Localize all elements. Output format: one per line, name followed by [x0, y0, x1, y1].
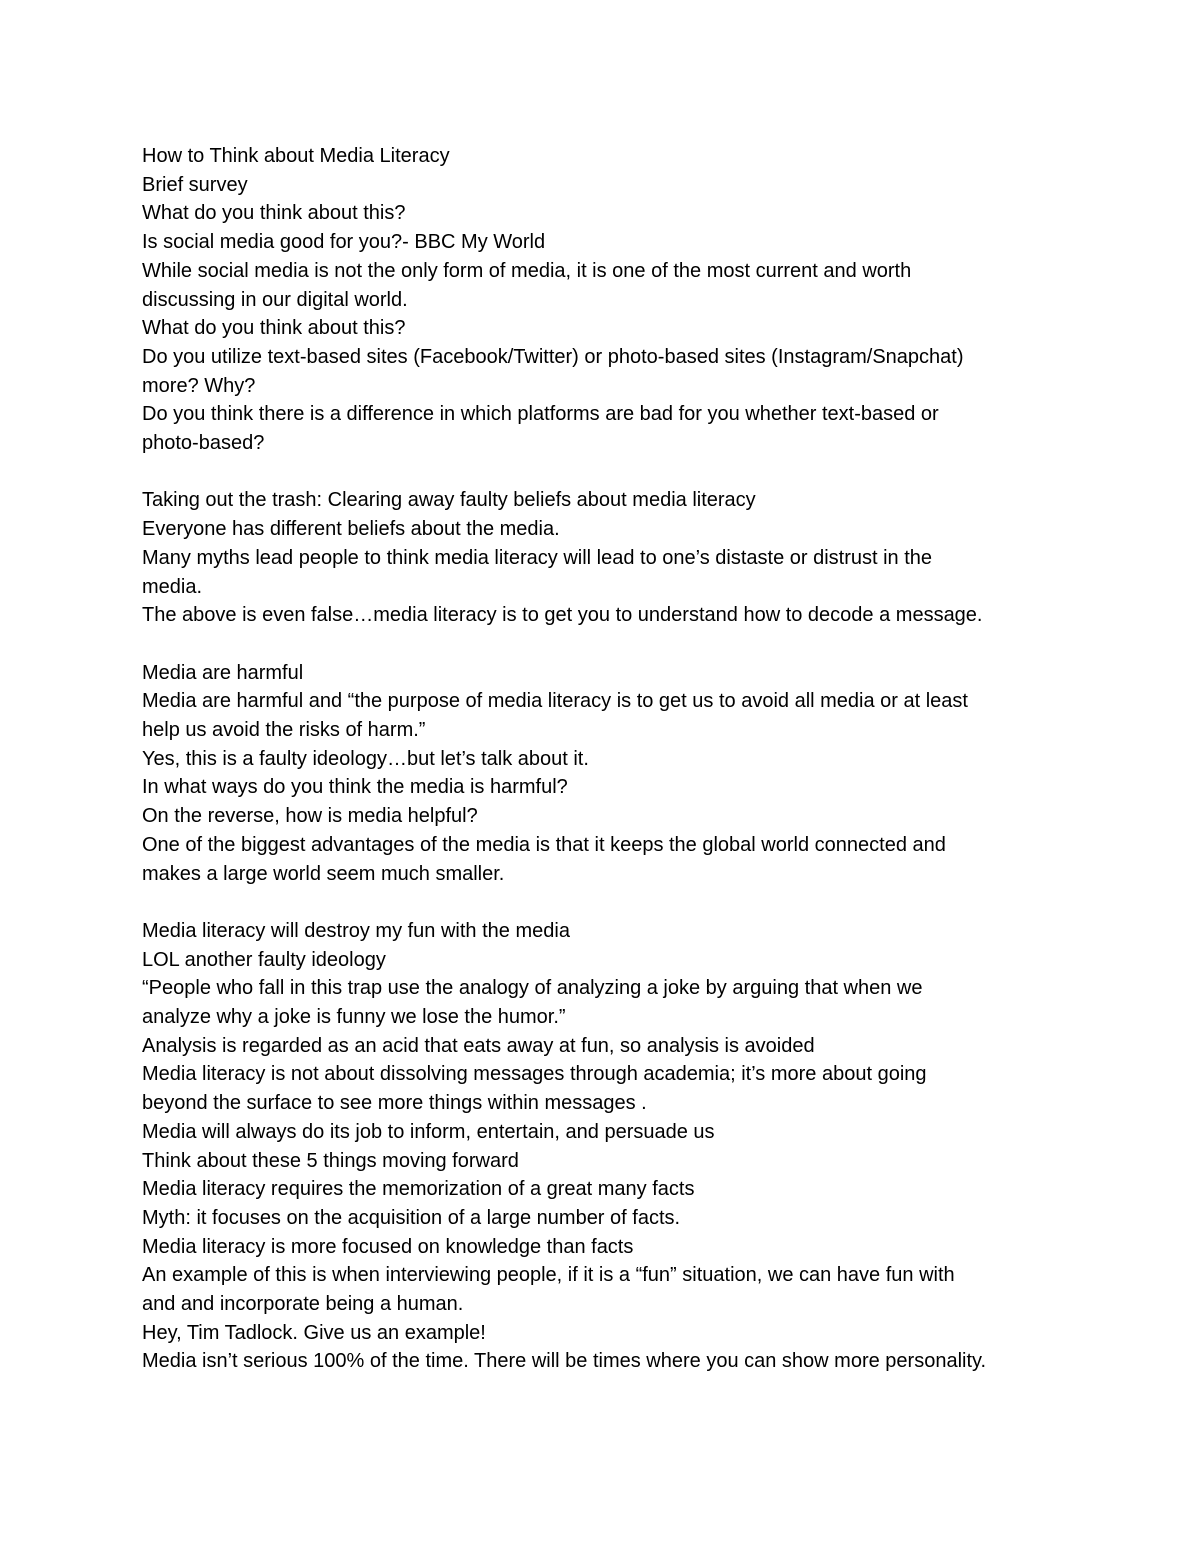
text-line: Analysis is regarded as an acid that eats away at fun, so analysis is avoided [142, 1034, 815, 1057]
text-line: “People who fall in this trap use the analogy of analyzing a joke by arguing that when we [142, 977, 923, 1000]
document-body [142, 142, 1082, 1376]
text-line: more? Why? [142, 374, 256, 397]
text-line: Is social media good for you?- BBC My World [142, 231, 546, 254]
text-line: Media literacy requires the memorization of a great many facts [142, 1178, 695, 1201]
text-line: How to Think about Media Literacy [142, 145, 450, 167]
text-line: help us avoid the risks of harm.” [142, 719, 426, 742]
text-line: Many myths lead people to think media literacy will lead to one’s distaste or distrust in the [142, 546, 933, 569]
text-line: beyond the surface to see more things within messages . [142, 1092, 647, 1115]
text-line: What do you think about this? [142, 317, 406, 340]
paragraph-spacer [142, 630, 1082, 659]
text-line: What do you think about this? [142, 202, 406, 225]
text-line: makes a large world seem much smaller. [142, 862, 505, 885]
text-line: Media are harmful and “the purpose of media literacy is to get us to avoid all media or at least [142, 690, 968, 713]
text-line: Media literacy is not about dissolving messages through academia; it’s more about going [142, 1063, 927, 1086]
text-line: Media will always do its job to inform, entertain, and persuade us [142, 1120, 715, 1143]
text-line: Media isn’t serious 100% of the time. There will be times where you can show more personality. [142, 1350, 987, 1373]
document-section [142, 917, 1082, 1376]
text-line: On the reverse, how is media helpful? [142, 805, 478, 828]
text-line: media. [142, 575, 203, 598]
document-section [142, 486, 1082, 630]
text-line: The above is even false…media literacy is to get you to understand how to decode a message. [142, 604, 983, 627]
text-line: Yes, this is a faulty ideology…but let’s talk about it. [142, 747, 589, 770]
text-line: Do you utilize text-based sites (Facebook/Twitter) or photo-based sites (Instagram/Snapchat) [142, 345, 964, 368]
text-line: and and incorporate being a human. [142, 1293, 464, 1316]
text-line: Hey, Tim Tadlock. Give us an example! [142, 1321, 486, 1344]
text-line: One of the biggest advantages of the media is that it keeps the global world connected and [142, 833, 946, 856]
paragraph-spacer [142, 888, 1082, 917]
text-line: photo-based? [142, 432, 265, 455]
document-section [142, 659, 1082, 889]
text-line: In what ways do you think the media is harmful? [142, 776, 568, 799]
paragraph-spacer [142, 458, 1082, 487]
text-line: Media literacy will destroy my fun with the media [142, 919, 570, 942]
text-line: While social media is not the only form of media, it is one of the most current and worth [142, 259, 912, 282]
text-line: Media are harmful [142, 661, 304, 684]
text-line: Think about these 5 things moving forward [142, 1149, 519, 1172]
text-line: LOL another faulty ideology [142, 948, 386, 971]
text-line: Taking out the trash: Clearing away faulty beliefs about media literacy [142, 489, 756, 512]
text-line: An example of this is when interviewing people, if it is a “fun” situation, we can have fun with [142, 1264, 955, 1287]
text-line: discussing in our digital world. [142, 288, 408, 311]
text-line: analyze why a joke is funny we lose the humor.” [142, 1006, 566, 1029]
text-line: Myth: it focuses on the acquisition of a large number of facts. [142, 1206, 681, 1229]
text-line: Do you think there is a difference in which platforms are bad for you whether text-based or [142, 403, 939, 426]
document-section [142, 142, 1082, 458]
text-line: Everyone has different beliefs about the media. [142, 518, 560, 541]
text-line: Brief survey [142, 173, 248, 196]
text-line: Media literacy is more focused on knowledge than facts [142, 1235, 634, 1258]
